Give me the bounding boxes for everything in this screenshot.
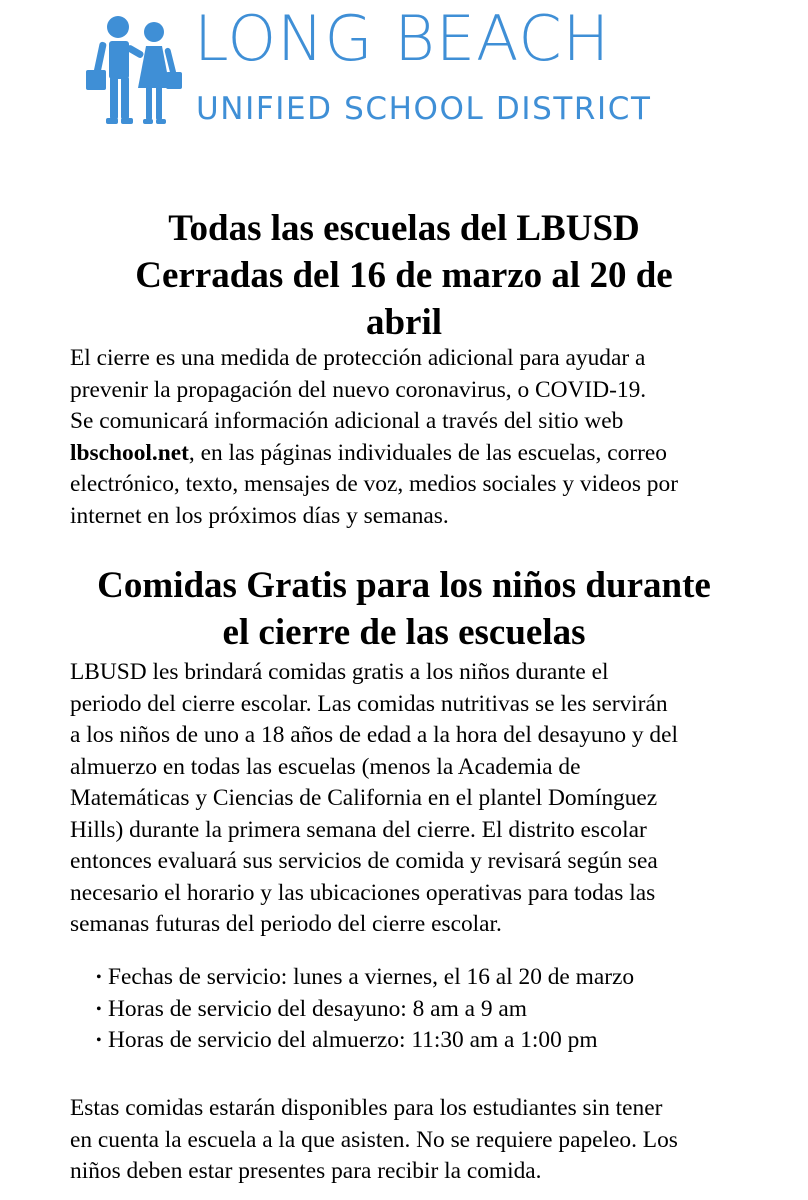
children-figures-icon (84, 14, 184, 128)
closing-paragraph (70, 1093, 770, 1188)
paragraph-line: Estas comidas estarán disponibles para los estudiantes sin tener (70, 1095, 663, 1121)
paragraph-line: almuerzo en todas las escuelas (menos la Academia de (70, 753, 581, 780)
paragraph-line: electrónico, texto, mensajes de voz, medios sociales y videos por (70, 471, 678, 497)
meals-heading-line: el cierre de las escuelas (222, 612, 586, 653)
list-item: • Horas de servicio del almuerzo: 11:30 am a 1:00 pm (96, 1025, 776, 1057)
paragraph-line: semanas futuras del periodo del cierre escolar. (70, 911, 502, 937)
closure-heading-line: Cerradas del 16 de marzo al 20 de (135, 255, 673, 296)
list-item: • Fechas de servicio: lunes a viernes, el 16 al 20 de marzo (96, 962, 776, 994)
service-hours-list (96, 962, 776, 1057)
logo-title: LONG BEACH (194, 2, 611, 75)
meals-heading-line: Comidas Gratis para los niños durante (97, 565, 711, 606)
paragraph-line: periodo del cierre escolar. Las comidas nutritivas se les servirán (70, 690, 668, 717)
closure-paragraph (70, 343, 770, 532)
paragraph-line: niños deben estar presentes para recibir la comida. (70, 1158, 542, 1184)
paragraph-line: en cuenta la escuela a la que asisten. No se requiere papeleo. Los (70, 1126, 678, 1153)
website-link[interactable]: lbschool.net (70, 439, 189, 466)
closure-heading (60, 205, 748, 346)
paragraph-line: El cierre es una medida de protección adicional para ayudar a (70, 345, 646, 371)
paragraph-line: prevenir la propagación del nuevo coronavirus, o COVID-19. (70, 376, 647, 403)
meals-paragraph (70, 657, 770, 941)
paragraph-line: a los niños de uno a 18 años de edad a la hora del desayuno y del (70, 722, 678, 748)
paragraph-line: LBUSD les brindará comidas gratis a los niños durante el (70, 659, 609, 685)
paragraph-line: Se comunicará información adicional a través del sitio web (70, 408, 624, 434)
paragraph-line: Matemáticas y Ciencias de California en el plantel Domínguez (70, 785, 658, 811)
paragraph-line: entonces evaluará sus servicios de comida y revisará según sea (70, 848, 658, 874)
logo-subtitle: UNIFIED SCHOOL DISTRICT (196, 91, 652, 127)
paragraph-line: necesario el horario y las ubicaciones operativas para todas las (70, 879, 656, 906)
meals-heading (60, 562, 748, 656)
paragraph-line: , en las páginas individuales de las escuelas, correo (188, 439, 667, 466)
logo-text (194, 2, 736, 132)
district-logo (84, 2, 734, 132)
closure-heading-line: Todas las escuelas del LBUSD (168, 208, 640, 249)
paragraph-line: internet en los próximos días y semanas. (70, 502, 449, 529)
closure-heading-line: abril (365, 302, 443, 343)
paragraph-line: Hills) durante la primera semana del cierre. El distrito escolar (70, 816, 647, 843)
list-item: • Horas de servicio del desayuno: 8 am a 9 am (96, 994, 776, 1026)
